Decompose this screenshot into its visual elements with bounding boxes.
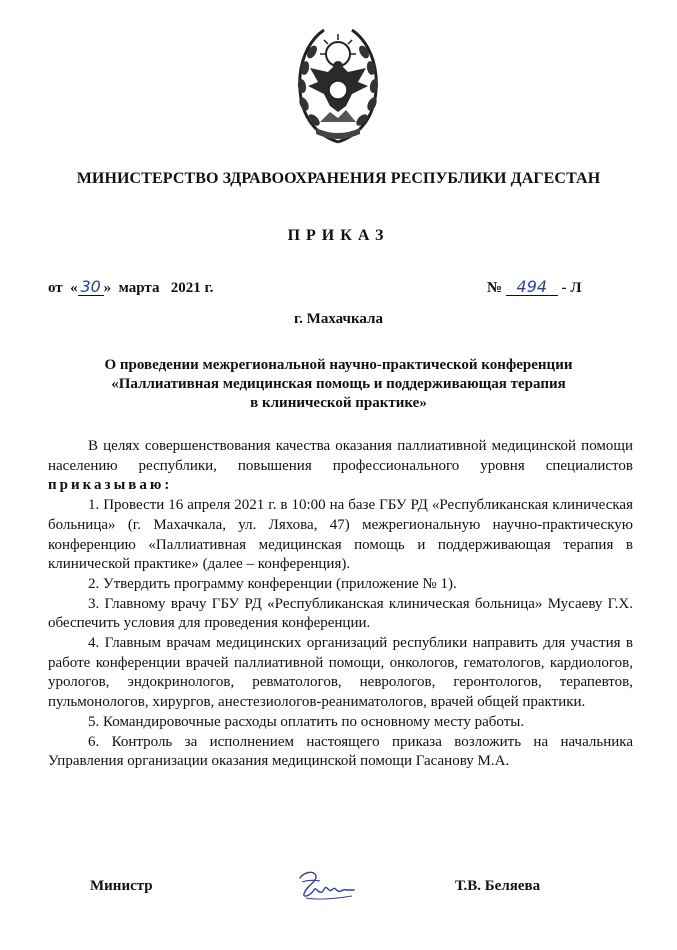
preamble-text: В целях совершенствования качества оказания паллиативной медицинской помощи населению республики, повышения профессионального уровня специалистов xyxy=(48,438,633,474)
order-item-6: 6. Контроль за исполнением настоящего приказа возложить на начальника Управления организации оказания медицинской помощи Гасанову М.А. xyxy=(48,733,633,770)
order-word: приказываю: xyxy=(48,477,173,494)
number-prefix: № xyxy=(487,280,506,296)
coat-of-arms-icon xyxy=(294,14,382,154)
order-body xyxy=(48,437,633,772)
number-handwritten: 494 xyxy=(506,278,558,296)
subject-line: в клинической практике» xyxy=(250,395,427,411)
preamble-paragraph xyxy=(48,437,633,496)
handwritten-signature-icon xyxy=(294,866,366,902)
city-name: г. Махачкала xyxy=(294,311,383,327)
order-item-1: 1. Провести 16 апреля 2021 г. в 10:00 на базе ГБУ РД «Республиканская клиническая больница» (г. Махачкала, ул. Ляхова, 47) межрегиональную научно-практическую конференцию «Паллиативная медицинская помощь и поддерживающая терапия в клинической практике» (далее – конференция). xyxy=(48,497,633,573)
subject-line: О проведении межрегиональной научно-практической конференции xyxy=(104,357,573,373)
number-suffix: - Л xyxy=(557,280,582,296)
order-item-4: 4. Главным врачам медицинских организаций республики направить для участия в работе конференции врачей паллиативной помощи, онкологов, гематологов, кардиологов, урологов, эндокринологов, ревматологов, неврологов, геронтологов, терапевтов, пульмонологов, хирургов, анестезиологов-реаниматологов, врачей общей практики. xyxy=(48,635,633,711)
date-prefix: от « xyxy=(48,280,78,296)
order-item-5: 5. Командировочные расходы оплатить по основному месту работы. xyxy=(88,713,525,730)
order-date xyxy=(48,278,213,297)
order-item-3: 3. Главному врачу ГБУ РД «Республиканская клиническая больница» Мусаеву Г.Х. обеспечить условия для проведения конференции. xyxy=(48,595,633,632)
order-number xyxy=(487,278,582,297)
signatory-name: Т.В. Беляева xyxy=(455,878,541,894)
ministry-title: МИНИСТЕРСТВО ЗДРАВООХРАНЕНИЯ РЕСПУБЛИКИ ДАГЕСТАН xyxy=(76,170,601,187)
signatory-position: Министр xyxy=(90,878,153,894)
date-suffix: » марта 2021 г. xyxy=(103,280,214,296)
subject-line: «Паллиативная медицинская помощь и поддерживающая терапия xyxy=(111,376,566,392)
date-day-handwritten: 30 xyxy=(78,278,104,296)
order-item-2: 2. Утвердить программу конференции (приложение № 1). xyxy=(88,575,457,592)
document-type-title: ПРИКАЗ xyxy=(287,227,390,244)
order-subject xyxy=(50,356,627,413)
